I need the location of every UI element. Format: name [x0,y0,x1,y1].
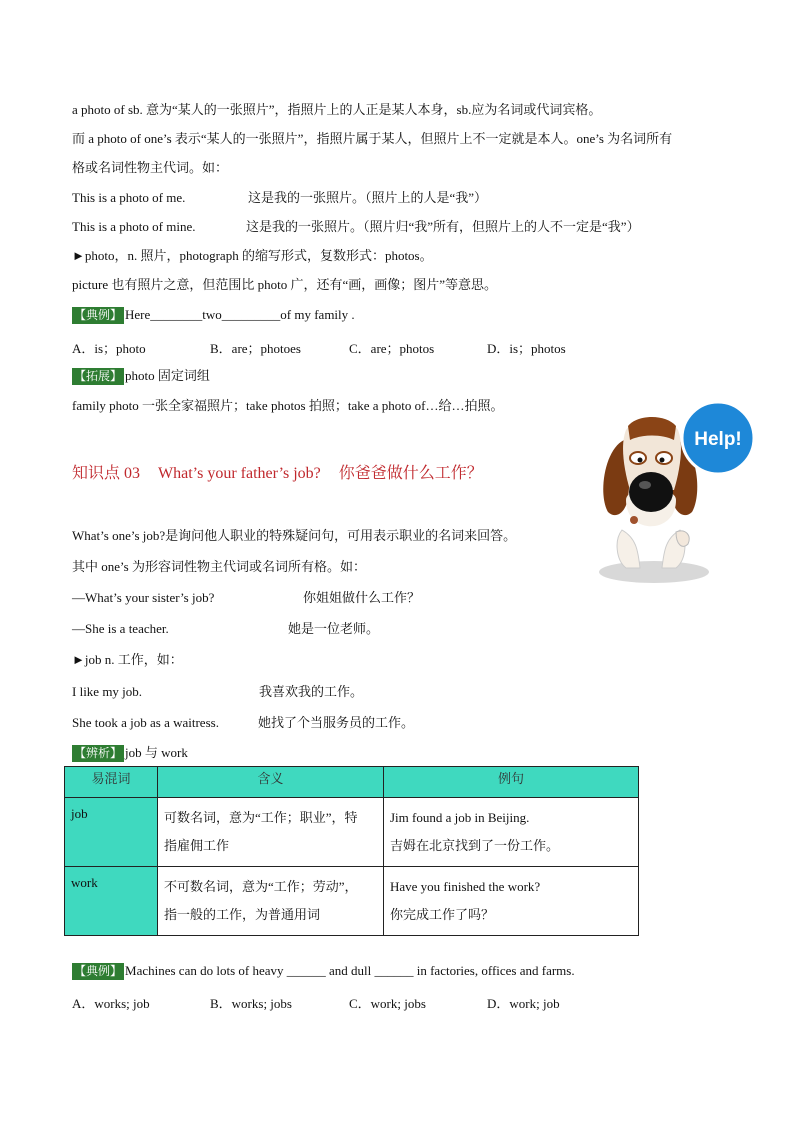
text-line: 而 a photo of one’s 表示“某人的一张照片”，指照片属于某人，但照片上不一定就是本人。one’s 为名词所有 [72,131,673,146]
meaning-cell [158,798,384,867]
text-line: What’s one’s job?是询问他人职业的特殊疑问句，可用表示职业的名词来回答。 [72,528,517,543]
option-c: C．work; jobs [349,996,426,1011]
table-row [65,798,639,867]
table-header-row [65,767,639,798]
extend-tag: 【拓展】 [74,369,123,383]
section-label: 知识点 03 [72,465,141,482]
question-text: Machines can do lots of heavy ______ and dull ______ in factories, offices and farms. [125,963,575,978]
analysis-line [72,744,188,762]
example-chinese: 这是我的一张照片。（照片上的人是“我”） [248,190,488,205]
word-cell: work [65,867,158,936]
option-b: B．works; jobs [210,996,292,1011]
example-line: Have you finished the work? [390,879,541,894]
option-b: B．are；photoes [210,341,301,356]
example-cell [384,867,639,936]
meaning-cell [158,867,384,936]
example-line: Jim found a job in Beijing. [390,810,530,825]
bubble-text: Help! [694,429,742,450]
text-line: 格或名词性物主代词。如： [72,160,229,175]
table-header: 例句 [384,767,639,798]
option-a: A．is；photo [72,341,146,356]
example-english: I like my job. [72,684,143,699]
example-question [72,306,355,324]
table-header: 含义 [158,767,384,798]
meaning-line: 指雇佣工作 [164,838,230,853]
dialog-chinese: 你姐姐做什么工作？ [303,590,421,605]
extend-line [72,367,210,385]
table-row [65,867,639,936]
meaning-line: 不可数名词，意为“工作；劳动”， [164,879,358,894]
dialog-english: —She is a teacher. [72,621,169,636]
example-question [72,962,575,980]
example-chinese: 她找了个当服务员的工作。 [258,715,415,730]
word-cell: job [65,798,158,867]
dialog-english: —What’s your sister’s job? [72,590,215,605]
example-english: She took a job as a waitress. [72,715,219,730]
option-a: A．works; job [72,996,150,1011]
example-english: This is a photo of mine. [72,219,196,234]
analysis-text: job 与 work [125,745,188,760]
option-c: C．are；photos [349,341,435,356]
section-heading [72,460,501,483]
example-chinese: 这是我的一张照片。（照片归“我”所有，但照片上的人不一定是“我”） [246,219,640,234]
shadow-shape [599,561,709,583]
option-d: D．work; job [487,996,560,1011]
text-line: a photo of sb. 意为“某人的一张照片”，指照片上的人正是某人本身，sb.应为名词或代词宾格。 [72,102,602,117]
analysis-tag: 【辨析】 [74,746,123,760]
text-line: 其中 one’s 为形容词性物主代词或名词所有格。如： [72,559,366,574]
section-title-cn: 你爸爸做什么工作？ [338,465,483,482]
example-line: 吉姆在北京找到了一份工作。 [390,838,560,853]
dog-illustration [596,400,766,590]
example-cell [384,798,639,867]
text-line: picture 也有照片之意，但范围比 photo 广，还有“画，画像；图片”等意思。 [72,277,497,292]
speech-bubble [682,402,754,474]
text-line: ►photo，n. 照片，photograph 的缩写形式，复数形式：photos。 [72,248,433,263]
example-english: This is a photo of me. [72,190,186,205]
comparison-table [64,766,639,936]
example-tag: 【典例】 [74,964,123,978]
meaning-line: 可数名词，意为“工作；职业”，特 [164,810,358,825]
dialog-chinese: 她是一位老师。 [288,621,380,636]
extend-detail: family photo 一张全家福照片；take photos 拍照；take a photo of…给…拍照。 [72,398,504,413]
example-chinese: 我喜欢我的工作。 [259,684,364,699]
meaning-line: 指一般的工作，为普通用词 [164,907,321,922]
example-line: 你完成工作了吗？ [390,907,495,922]
extend-text: photo 固定词组 [125,368,210,383]
example-tag: 【典例】 [74,308,123,322]
option-d: D．is；photos [487,341,566,356]
section-title-en: What’s your father’s job? [158,465,321,482]
text-line: ►job n. 工作，如： [72,652,183,667]
question-text: Here________two_________of my family . [125,307,355,322]
table-header: 易混词 [65,767,158,798]
